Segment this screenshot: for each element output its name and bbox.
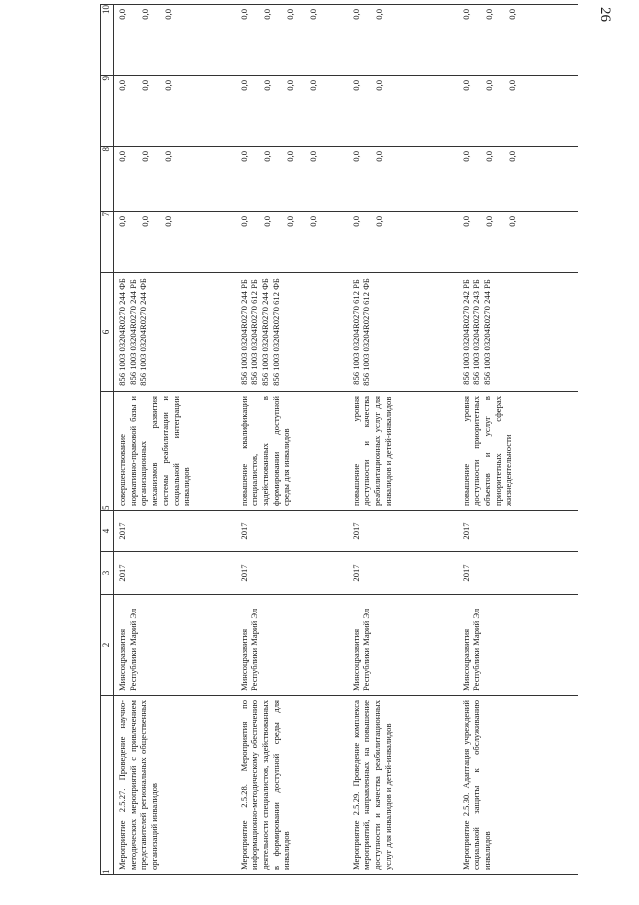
amount-value: 0,0 — [506, 216, 517, 227]
event-name-cell: Мероприятие 2.5.29. Проведение комплекса мероприятий, направленных на повышение доступности и качества реабилитационных услуг для инвалидов и детей-инвалидов — [348, 696, 458, 875]
column-header-6: 6 — [101, 273, 114, 392]
column-header-3: 3 — [101, 552, 114, 595]
table-row — [458, 5, 578, 875]
budget-code: 856 1003 03204R0270 244 РБ — [238, 279, 249, 385]
amount-value: 0,0 — [163, 9, 173, 20]
amount-value: 0,0 — [460, 151, 471, 162]
amount-value: 0,0 — [117, 151, 127, 162]
budget-code: 856 1003 03204R0270 612 РБ — [249, 279, 260, 385]
column-header-7: 7 — [101, 212, 114, 273]
start-year-cell: 2017 — [348, 552, 458, 595]
amount-cell-c10 — [236, 5, 348, 76]
event-name-cell: Мероприятие 2.5.28. Мероприятия по информационно-методическому обеспечению деятельности специалистов, задействованных в формировании доступной среды для инвалидов — [236, 696, 348, 875]
column-header-5: 5 — [101, 392, 114, 511]
budget-code: 856 1003 03204R0270 612 РБ — [350, 279, 361, 385]
budget-code: 856 1003 03204R0270 612 ФБ — [270, 278, 281, 386]
amount-value: 0,0 — [238, 151, 249, 162]
amount-value: 0,0 — [284, 151, 295, 162]
column-header-10: 10 — [101, 5, 114, 76]
amount-cell-c7 — [458, 212, 578, 273]
amount-value: 0,0 — [117, 9, 127, 20]
table-row — [348, 5, 458, 875]
amount-value: 0,0 — [506, 80, 517, 91]
budget-code: 856 1003 03204R0270 244 ФБ — [117, 278, 127, 386]
budget-code-cell — [114, 273, 236, 392]
amount-value: 0,0 — [307, 216, 318, 227]
executor-cell: Минсоцразвития Республики Марий Эл — [348, 595, 458, 696]
column-header-8: 8 — [101, 147, 114, 212]
end-year-cell: 2017 — [458, 511, 578, 552]
amount-value: 0,0 — [117, 80, 127, 91]
amount-value: 0,0 — [261, 9, 272, 20]
executor-cell: Минсоцразвития Республики Марий Эл — [114, 595, 236, 696]
table-row — [236, 5, 348, 875]
executor-cell: Минсоцразвития Республики Марий Эл — [458, 595, 578, 696]
expected-result-cell: повышение уровня доступности приоритетных объектов и услуг в приоритетных сферах жизнедеятельности — [458, 392, 578, 511]
amount-cell-c7 — [114, 212, 236, 273]
budget-code: 856 1003 03204R0270 612 ФБ — [361, 278, 372, 386]
amount-value: 0,0 — [506, 151, 517, 162]
end-year-cell: 2017 — [348, 511, 458, 552]
column-header-2: 2 — [101, 595, 114, 696]
end-year-cell: 2017 — [236, 511, 348, 552]
amount-value: 0,0 — [350, 151, 361, 162]
amount-value: 0,0 — [506, 9, 517, 20]
amount-cell-c9 — [348, 76, 458, 147]
start-year-cell: 2017 — [458, 552, 578, 595]
amount-value: 0,0 — [373, 151, 384, 162]
budget-code-cell — [458, 273, 578, 392]
end-year-cell: 2017 — [114, 511, 236, 552]
amount-value: 0,0 — [163, 80, 173, 91]
amount-value: 0,0 — [117, 216, 127, 227]
amount-cell-c7 — [236, 212, 348, 273]
event-name-cell: Мероприятие 2.5.30. Адаптация учреждений социальной защиты к обслуживанию инвалидов — [458, 696, 578, 875]
table-body — [114, 5, 578, 875]
budget-code-cell — [236, 273, 348, 392]
amount-value: 0,0 — [460, 9, 471, 20]
amount-value: 0,0 — [140, 80, 150, 91]
amount-value: 0,0 — [483, 216, 494, 227]
amount-value: 0,0 — [140, 216, 150, 227]
amount-cell-c10 — [114, 5, 236, 76]
amount-cell-c8 — [458, 147, 578, 212]
budget-code: 856 1003 03204R0270 244 ФБ — [259, 278, 270, 386]
amount-value: 0,0 — [163, 216, 173, 227]
expected-result-cell: совершенствование нормативно-правовой базы и организационных механизмов развития системы реабилитации и социальной интеграции инвалидов — [114, 392, 236, 511]
expected-result-cell: повышение квалификации специалистов, задействованных в формировании доступной среды для инвалидов — [236, 392, 348, 511]
amount-value: 0,0 — [350, 216, 361, 227]
amount-value: 0,0 — [284, 80, 295, 91]
amount-value: 0,0 — [261, 151, 272, 162]
amount-value: 0,0 — [483, 80, 494, 91]
amount-value: 0,0 — [483, 9, 494, 20]
column-number-row — [101, 5, 114, 875]
amount-cell-c10 — [348, 5, 458, 76]
budget-code-cell — [348, 273, 458, 392]
amount-value: 0,0 — [140, 151, 150, 162]
amount-cell-c9 — [114, 76, 236, 147]
start-year-cell: 2017 — [114, 552, 236, 595]
amount-value: 0,0 — [307, 151, 318, 162]
column-header-1: 1 — [101, 696, 114, 875]
amount-value: 0,0 — [238, 216, 249, 227]
amount-cell-c8 — [348, 147, 458, 212]
amount-value: 0,0 — [373, 9, 384, 20]
page-number: 26 — [597, 7, 613, 22]
amount-cell-c8 — [236, 147, 348, 212]
budget-code: 856 1003 03204R0270 244 РБ — [481, 279, 492, 385]
budget-code: 856 1003 03204R0270 244 ФБ — [138, 278, 149, 386]
amount-cell-c9 — [458, 76, 578, 147]
budget-code: 856 1003 03204R0270 244 РБ — [127, 279, 138, 385]
amount-value: 0,0 — [373, 216, 384, 227]
amount-value: 0,0 — [261, 216, 272, 227]
amount-cell-c9 — [236, 76, 348, 147]
amount-cell-c7 — [348, 212, 458, 273]
amount-value: 0,0 — [238, 9, 249, 20]
amount-value: 0,0 — [350, 9, 361, 20]
amount-value: 0,0 — [307, 9, 318, 20]
amount-value: 0,0 — [238, 80, 249, 91]
amount-value: 0,0 — [140, 9, 150, 20]
column-header-9: 9 — [101, 76, 114, 147]
start-year-cell: 2017 — [236, 552, 348, 595]
amount-value: 0,0 — [483, 151, 494, 162]
amount-value: 0,0 — [307, 80, 318, 91]
amount-value: 0,0 — [284, 216, 295, 227]
executor-cell: Минсоцразвития Республики Марий Эл — [236, 595, 348, 696]
budget-code: 856 1003 03204R0270 242 РБ — [460, 279, 471, 385]
budget-code: 856 1003 03204R0270 243 РБ — [471, 279, 482, 385]
amount-value: 0,0 — [261, 80, 272, 91]
event-name-cell: Мероприятие 2.5.27. Проведение научно-методических мероприятий с привлечением представителей региональных общественных организаций инвалидов — [114, 696, 236, 875]
amount-value: 0,0 — [460, 80, 471, 91]
column-header-4: 4 — [101, 511, 114, 552]
amount-cell-c8 — [114, 147, 236, 212]
amount-value: 0,0 — [350, 80, 361, 91]
amount-value: 0,0 — [163, 151, 173, 162]
amount-value: 0,0 — [460, 216, 471, 227]
amount-cell-c10 — [458, 5, 578, 76]
program-events-table — [100, 4, 578, 875]
table-row — [114, 5, 236, 875]
expected-result-cell: повышение уровня доступности и качества реабилитационных услуг для инвалидов и детей-инвалидов — [348, 392, 458, 511]
amount-value: 0,0 — [284, 9, 295, 20]
amount-value: 0,0 — [373, 80, 384, 91]
